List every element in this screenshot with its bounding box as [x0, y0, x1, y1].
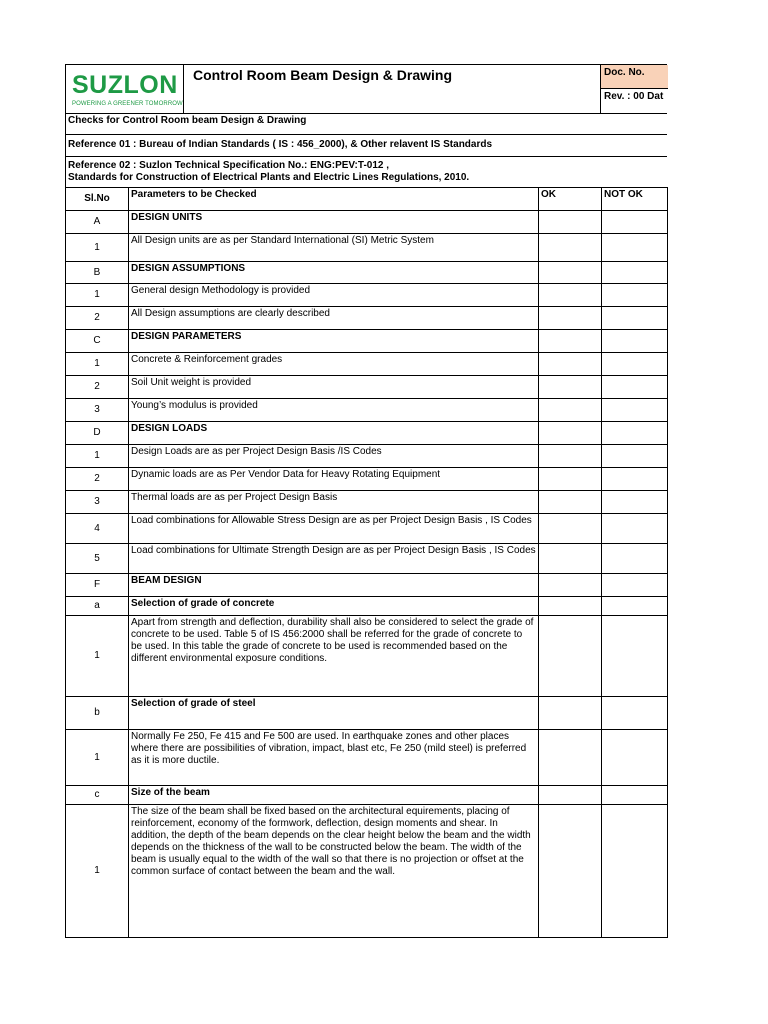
row-parameter: DESIGN UNITS — [129, 211, 539, 234]
row-parameter: Load combinations for Ultimate Strength Design are as per Project Design Basis , IS Codes — [129, 544, 539, 574]
ok-check-cell[interactable] — [539, 445, 602, 468]
ok-check-cell[interactable] — [539, 262, 602, 284]
row-serial: 1 — [66, 445, 129, 468]
row-parameter: Normally Fe 250, Fe 415 and Fe 500 are used. In earthquake zones and other places where there are possibilities of vibration, impact, blast etc, Fe 250 (mild steel) is preferred as it is more ductile. — [129, 730, 539, 786]
ok-check-cell[interactable] — [539, 353, 602, 376]
not-ok-check-cell[interactable] — [602, 445, 668, 468]
row-parameter: Apart from strength and deflection, durability shall also be considered to select the grade of concrete to be used. Table 5 of IS 456:2000 shall be referred for the grade of concrete to be used. In this table the grade of concrete to be used is recommended based on the different environmental exposure conditions. — [129, 616, 539, 697]
document-title: Control Room Beam Design & Drawing — [193, 67, 453, 83]
col-header-parameters: Parameters to be Checked — [129, 188, 539, 211]
row-parameter: Selection of grade of steel — [129, 697, 539, 730]
ok-check-cell[interactable] — [539, 211, 602, 234]
not-ok-check-cell[interactable] — [602, 353, 668, 376]
table-row — [66, 262, 668, 284]
row-serial: 1 — [66, 284, 129, 307]
not-ok-check-cell[interactable] — [602, 786, 668, 805]
ok-check-cell[interactable] — [539, 616, 602, 697]
not-ok-check-cell[interactable] — [602, 262, 668, 284]
row-parameter: Thermal loads are as per Project Design Basis — [129, 491, 539, 514]
row-serial: 1 — [66, 805, 129, 938]
table-row — [66, 353, 668, 376]
table-row — [66, 730, 668, 786]
not-ok-check-cell[interactable] — [602, 376, 668, 399]
checklist-sheet — [65, 64, 667, 938]
ok-check-cell[interactable] — [539, 330, 602, 353]
ok-check-cell[interactable] — [539, 574, 602, 597]
row-parameter: Young’s modulus is provided — [129, 399, 539, 422]
not-ok-check-cell[interactable] — [602, 399, 668, 422]
row-parameter: DESIGN LOADS — [129, 422, 539, 445]
table-row — [66, 786, 668, 805]
table-row — [66, 805, 668, 938]
row-serial: 2 — [66, 376, 129, 399]
ok-check-cell[interactable] — [539, 307, 602, 330]
row-serial: 4 — [66, 514, 129, 544]
doc-number-label: Doc. No. — [600, 65, 668, 89]
table-header-row — [66, 188, 668, 211]
ok-check-cell[interactable] — [539, 544, 602, 574]
table-row — [66, 514, 668, 544]
not-ok-check-cell[interactable] — [602, 805, 668, 938]
row-parameter: All Design assumptions are clearly described — [129, 307, 539, 330]
table-row — [66, 234, 668, 262]
row-serial: D — [66, 422, 129, 445]
logo-tagline: POWERING A GREENER TOMORROW — [72, 101, 183, 107]
row-serial: a — [66, 597, 129, 616]
not-ok-check-cell[interactable] — [602, 284, 668, 307]
row-serial: b — [66, 697, 129, 730]
ok-check-cell[interactable] — [539, 491, 602, 514]
row-parameter: Dynamic loads are as Per Vendor Data for Heavy Rotating Equipment — [129, 468, 539, 491]
document-header — [65, 64, 667, 113]
row-serial: 1 — [66, 730, 129, 786]
not-ok-check-cell[interactable] — [602, 234, 668, 262]
not-ok-check-cell[interactable] — [602, 211, 668, 234]
row-parameter: Design Loads are as per Project Design Basis /IS Codes — [129, 445, 539, 468]
table-row — [66, 330, 668, 353]
col-header-ok: OK — [539, 188, 602, 211]
table-row — [66, 491, 668, 514]
row-serial: 1 — [66, 353, 129, 376]
checklist-table — [65, 187, 668, 938]
not-ok-check-cell[interactable] — [602, 597, 668, 616]
ok-check-cell[interactable] — [539, 376, 602, 399]
ok-check-cell[interactable] — [539, 597, 602, 616]
table-row — [66, 445, 668, 468]
row-serial: 3 — [66, 399, 129, 422]
row-parameter: Selection of grade of concrete — [129, 597, 539, 616]
row-serial: 3 — [66, 491, 129, 514]
reference-02-line1: Reference 02 : Suzlon Technical Specification No.: ENG:PEV:T-012 , — [68, 160, 390, 171]
row-serial: 2 — [66, 468, 129, 491]
reference-02-line2: Standards for Construction of Electrical Plants and Electric Lines Regulations, 2010. — [68, 172, 470, 183]
not-ok-check-cell[interactable] — [602, 422, 668, 445]
row-parameter: DESIGN PARAMETERS — [129, 330, 539, 353]
row-parameter: All Design units are as per Standard International (SI) Metric System — [129, 234, 539, 262]
ok-check-cell[interactable] — [539, 786, 602, 805]
ok-check-cell[interactable] — [539, 468, 602, 491]
table-row — [66, 307, 668, 330]
ok-check-cell[interactable] — [539, 730, 602, 786]
row-parameter: Load combinations for Allowable Stress Design are as per Project Design Basis , IS Codes — [129, 514, 539, 544]
col-header-slno: Sl.No — [66, 188, 129, 211]
logo-wordmark: SUZLON — [72, 71, 178, 99]
row-parameter: Soil Unit weight is provided — [129, 376, 539, 399]
row-serial: 2 — [66, 307, 129, 330]
ok-check-cell[interactable] — [539, 234, 602, 262]
company-logo — [66, 65, 184, 113]
revision-label: Rev. : 00 Dat — [600, 89, 668, 113]
reference-01: Reference 01 : Bureau of Indian Standards ( IS : 456_2000), & Other relavent IS Standards — [65, 134, 667, 156]
table-row — [66, 616, 668, 697]
table-row — [66, 376, 668, 399]
row-parameter: The size of the beam shall be fixed based on the architectural equirements, placing of reinforcement, economy of the formwork, deflection, design moments and shear. In addition, the depth of the beam depends on the clear height below the beam and the width depends on the thickness of the wall to be constructed below the beam. The width of the beam is usually equal to the width of the wall so that there is no projection or offset at the common surface of contact between the beam and the wall. — [129, 805, 539, 938]
not-ok-check-cell[interactable] — [602, 616, 668, 697]
table-row — [66, 597, 668, 616]
ok-check-cell[interactable] — [539, 514, 602, 544]
table-row — [66, 399, 668, 422]
row-parameter: General design Methodology is provided — [129, 284, 539, 307]
row-parameter: BEAM DESIGN — [129, 574, 539, 597]
ok-check-cell[interactable] — [539, 422, 602, 445]
not-ok-check-cell[interactable] — [602, 574, 668, 597]
row-parameter: Size of the beam — [129, 786, 539, 805]
not-ok-check-cell[interactable] — [602, 468, 668, 491]
table-row — [66, 574, 668, 597]
not-ok-check-cell[interactable] — [602, 514, 668, 544]
not-ok-check-cell[interactable] — [602, 491, 668, 514]
table-row — [66, 544, 668, 574]
ok-check-cell[interactable] — [539, 284, 602, 307]
row-serial: A — [66, 211, 129, 234]
row-serial: 1 — [66, 234, 129, 262]
table-row — [66, 697, 668, 730]
row-serial: F — [66, 574, 129, 597]
col-header-not-ok: NOT OK — [602, 188, 668, 211]
row-parameter: Concrete & Reinforcement grades — [129, 353, 539, 376]
row-serial: c — [66, 786, 129, 805]
row-serial: 1 — [66, 616, 129, 697]
checks-title: Checks for Control Room beam Design & Drawing — [65, 113, 667, 134]
table-row — [66, 211, 668, 234]
not-ok-check-cell[interactable] — [602, 544, 668, 574]
row-parameter: DESIGN ASSUMPTIONS — [129, 262, 539, 284]
table-row — [66, 468, 668, 491]
row-serial: C — [66, 330, 129, 353]
not-ok-check-cell[interactable] — [602, 307, 668, 330]
row-serial: 5 — [66, 544, 129, 574]
ok-check-cell[interactable] — [539, 697, 602, 730]
ok-check-cell[interactable] — [539, 805, 602, 938]
table-row — [66, 284, 668, 307]
not-ok-check-cell[interactable] — [602, 730, 668, 786]
table-row — [66, 422, 668, 445]
not-ok-check-cell[interactable] — [602, 330, 668, 353]
row-serial: B — [66, 262, 129, 284]
not-ok-check-cell[interactable] — [602, 697, 668, 730]
reference-02 — [65, 156, 667, 187]
ok-check-cell[interactable] — [539, 399, 602, 422]
